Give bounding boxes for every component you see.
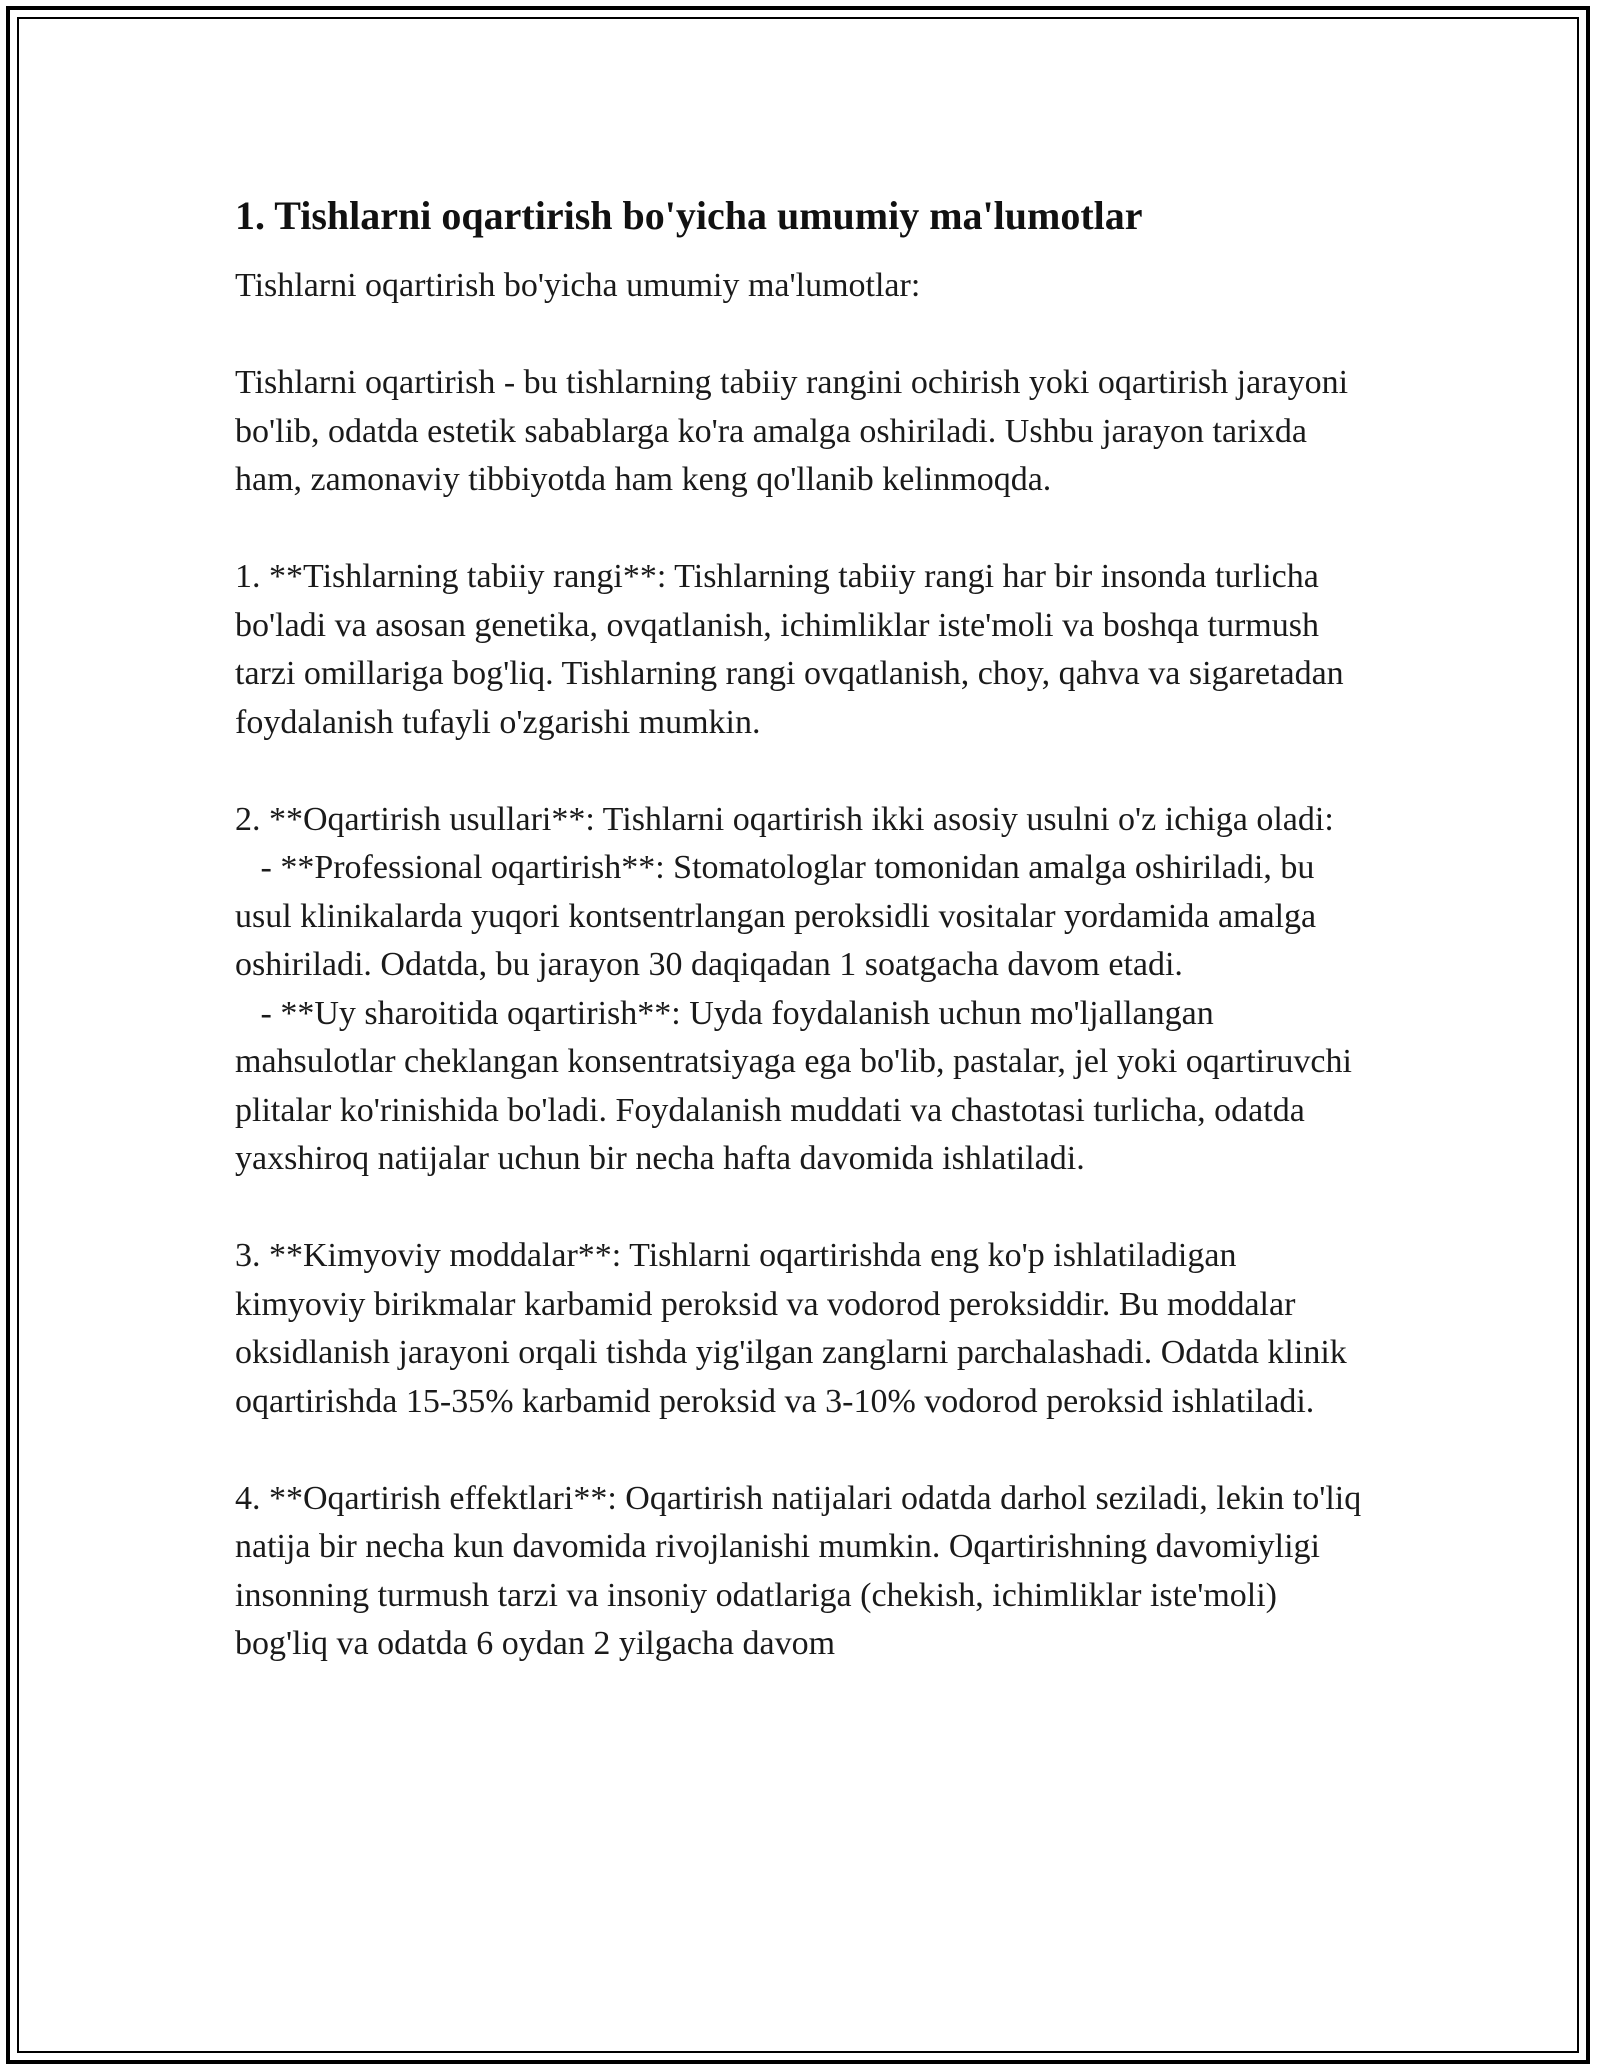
document-content xyxy=(235,188,1375,1669)
document-body-text: Tishlarni oqartirish bo'yicha umumiy ma'lumotlar: Tishlarni oqartirish - bu tishlarning tabiiy rangini ochirish yoki oqartirish jarayoni bo'lib, odatda estetik sabablarga ko'ra amalga oshiriladi. Ushbu jarayon tarixda ham, zamonaviy tibbiyotda ham keng qo'llanib kelinmoqda. 1. **Tishlarning tabiiy rangi**: Tishlarning tabiiy rangi har bir insonda turlicha bo'ladi va asosan genetika, ovqatlanish, ichimliklar iste'moli va boshqa turmush tarzi omillariga bog'liq. Tishlarning rangi ovqatlanish, choy, qahva va sigaretadan foydalanish tufayli o'zgarishi mumkin. 2. **Oqartirish usullari**: Tishlarni oqartirish ikki asosiy usulni o'z ichiga oladi: - **Professional oqartirish**: Stomatologlar tomonidan amalga oshiriladi, bu usul klinikalarda yuqori kontsentrlangan peroksidli vositalar yordamida amalga oshiriladi. Odatda, bu jarayon 30 daqiqadan 1 soatgacha davom etadi. - **Uy sharoitida oqartirish**: Uyda foydalanish uchun mo'ljallangan mahsulotlar cheklangan konsentratsiyaga ega bo'lib, pastalar, jel yoki oqartiruvchi plitalar ko'rinishida bo'ladi. Foydalanish muddati va chastotasi turlicha, odatda yaxshiroq natijalar uchun bir necha hafta davomida ishlatiladi. 3. **Kimyoviy moddalar**: Tishlarni oqartirishda eng ko'p ishlatiladigan kimyoviy birikmalar karbamid peroksid va vodorod peroksiddir. Bu moddalar oksidlanish jarayoni orqali tishda yig'ilgan zanglarni parchalashadi. Odatda klinik oqartirishda 15-35% karbamid peroksid va 3-10% vodorod peroksid ishlatiladi. 4. **Oqartirish effektlari**: Oqartirish natijalari odatda darhol seziladi, lekin to'liq natija bir necha kun davomida rivojlanishi mumkin. Oqartirishning davomiyligi insonning turmush tarzi va insoniy odatlariga (chekish, ichimliklar iste'moli) bog'liq va odatda 6 oydan 2 yilgacha davom xyxy=(235,267,1362,1662)
document-heading: 1. Tishlarni oqartirish bo'yicha umumiy ma'lumotlar xyxy=(235,193,1143,238)
